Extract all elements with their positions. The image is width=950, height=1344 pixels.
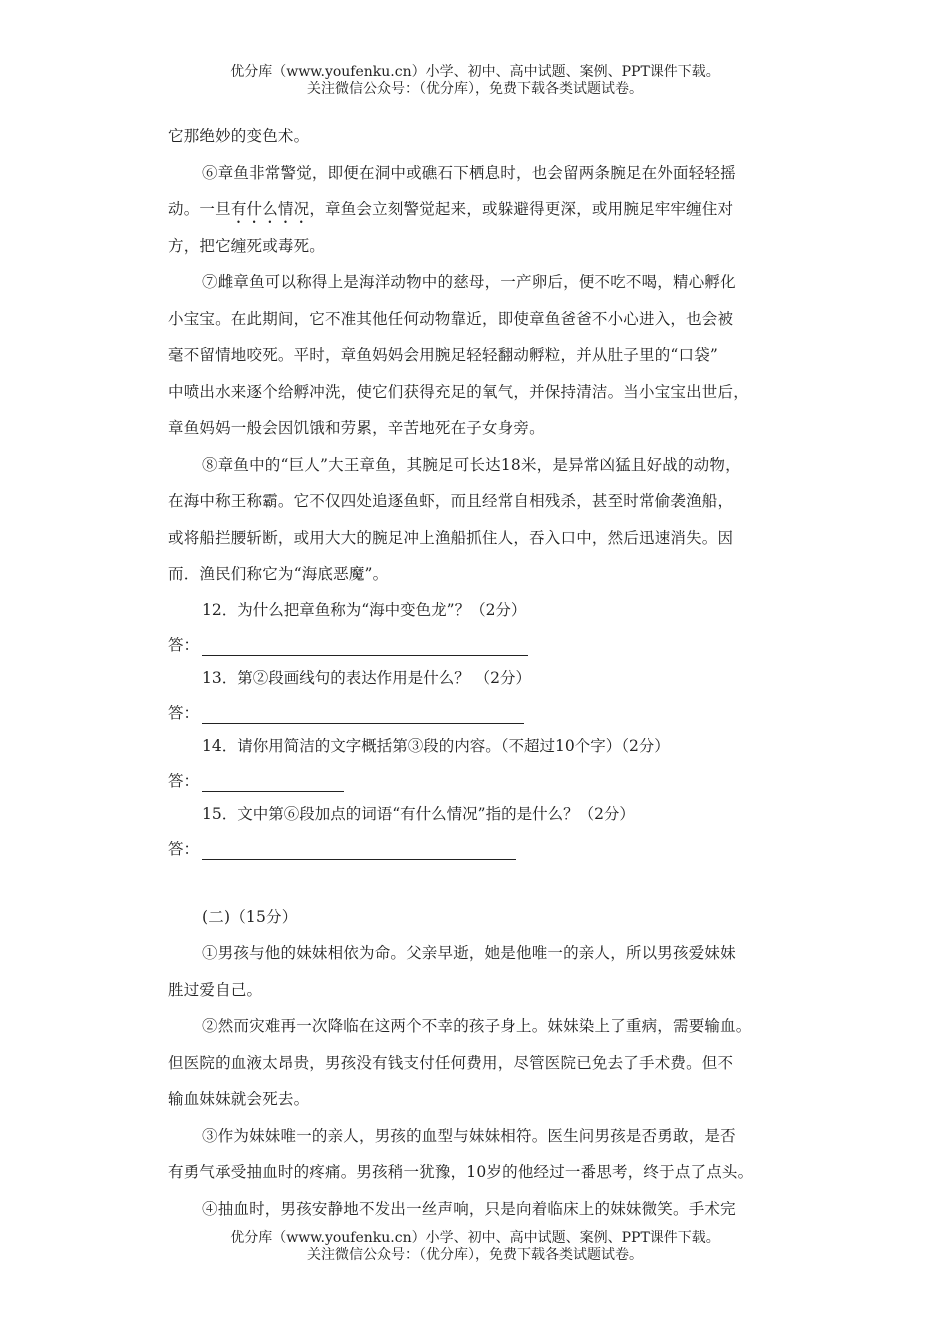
paragraph-line: 它那绝妙的变色术。	[168, 127, 310, 145]
paragraph-7-line: 小宝宝。在此期间，它不准其他任何动物靠近，即使章鱼爸爸不小心进入，也会被	[168, 309, 734, 328]
answer-13	[168, 695, 798, 729]
paragraph-2-line: 输血妹妹就会死去。	[168, 1090, 310, 1108]
dotted-phrase: 有什么情况	[230, 200, 310, 218]
paragraph-6-line	[168, 191, 798, 228]
paragraph-6-line: 方，把它缠死或毒死。	[168, 236, 326, 255]
answer-label: 答：	[168, 771, 200, 790]
paragraph-7-line: 中喷出水来逐个给孵冲洗，使它们获得充足的氧气，并保持清洁。当小宝宝出世后，	[168, 382, 749, 401]
answer-blank[interactable]	[202, 655, 528, 656]
answer-12	[168, 627, 798, 661]
paragraph-1-line: 胜过爱自己。	[168, 980, 263, 999]
paragraph-7-line: 毫不留情地咬死。平时，章鱼妈妈会用腕足轻轻翻动孵粒，并从肚子里的“口袋”	[168, 346, 719, 364]
question-15: 15．文中第⑥段加点的词语“有什么情况”指的是什么？（2分）	[202, 804, 635, 823]
answer-blank[interactable]	[202, 859, 516, 860]
paragraph-6-line: ⑥章鱼非常警觉，即便在洞中或礁石下栖息时，也会留两条腕足在外面轻轻摇	[202, 163, 736, 182]
paragraph-4-line: ④抽血时，男孩安静地不发出一丝声响，只是向着临床上的妹妹微笑。手术完	[202, 1199, 736, 1218]
answer-14	[168, 763, 798, 797]
answer-blank[interactable]	[202, 723, 524, 724]
paragraph-3-line: ③作为妹妹唯一的亲人，男孩的血型与妹妹相符。医生问男孩是否勇敢，是否	[202, 1126, 736, 1145]
footer-line-2: 关注微信公众号：（优分库），免费下载各类试题试卷。	[307, 1247, 643, 1263]
section-gap	[168, 865, 798, 899]
answer-label: 答：	[168, 703, 200, 722]
section-title: (二)（15分）	[202, 907, 298, 926]
text-run: ，章鱼会立刻警觉起来，或躲避得更深，或用腕足牢牢缠住对	[309, 200, 734, 218]
page-footer	[0, 1230, 950, 1264]
answer-blank[interactable]	[202, 791, 344, 792]
paragraph-2-line: 但医院的血液太昂贵，男孩没有钱支付任何费用，尽管医院已免去了手术费。但不	[168, 1053, 734, 1072]
text-run: 动。一旦	[168, 200, 231, 218]
paragraph-2-line: ②然而灾难再一次降临在这两个不幸的孩子身上。妹妹染上了重病，需要输血。	[202, 1017, 752, 1035]
header-line-2: 关注微信公众号：（优分库），免费下载各类试题试卷。	[307, 81, 643, 97]
paragraph-7-line: ⑦雌章鱼可以称得上是海洋动物中的慈母，一产卵后，便不吃不喝，精心孵化	[202, 273, 736, 291]
footer-line-1: 优分库（www.youfenku.cn）小学、初中、高中试题、案例、PPT课件下载。	[230, 1230, 720, 1246]
paragraph-8-line: 而．渔民们称它为“海底恶魔”。	[168, 565, 389, 583]
paragraph-8-line: 或将船拦腰斩断，或用大大的腕足冲上渔船抓住人，吞入口中，然后迅速消失。因	[168, 528, 734, 547]
question-14: 14．请你用简洁的文字概括第③段的内容。（不超过10个字）（2分）	[202, 736, 670, 755]
document-body	[168, 118, 798, 1227]
question-12: 12．为什么把章鱼称为“海中变色龙”？（2分）	[202, 600, 527, 619]
paragraph-8-line: ⑧章鱼中的“巨人”大王章鱼，其腕足可长达18米，是异常凶猛且好战的动物，	[202, 455, 741, 474]
paragraph-8-line: 在海中称王称霸。它不仅四处追逐鱼虾，而且经常自相残杀，甚至时常偷袭渔船，	[168, 492, 734, 510]
paragraph-1-line: ①男孩与他的妹妹相依为命。父亲早逝，她是他唯一的亲人，所以男孩爱妹妹	[202, 944, 736, 962]
question-13: 13．第②段画线句的表达作用是什么？ （2分）	[202, 668, 532, 687]
paragraph-3-line: 有勇气承受抽血时的疼痛。男孩稍一犹豫，10岁的他经过一番思考，终于点了点头。	[168, 1163, 754, 1181]
paragraph-7-line: 章鱼妈妈一般会因饥饿和劳累，辛苦地死在子女身旁。	[168, 419, 545, 437]
answer-label: 答：	[168, 635, 200, 654]
page-header	[0, 64, 950, 98]
answer-15	[168, 831, 798, 865]
header-line-1: 优分库（www.youfenku.cn）小学、初中、高中试题、案例、PPT课件下载。	[230, 64, 720, 80]
answer-label: 答：	[168, 839, 200, 858]
